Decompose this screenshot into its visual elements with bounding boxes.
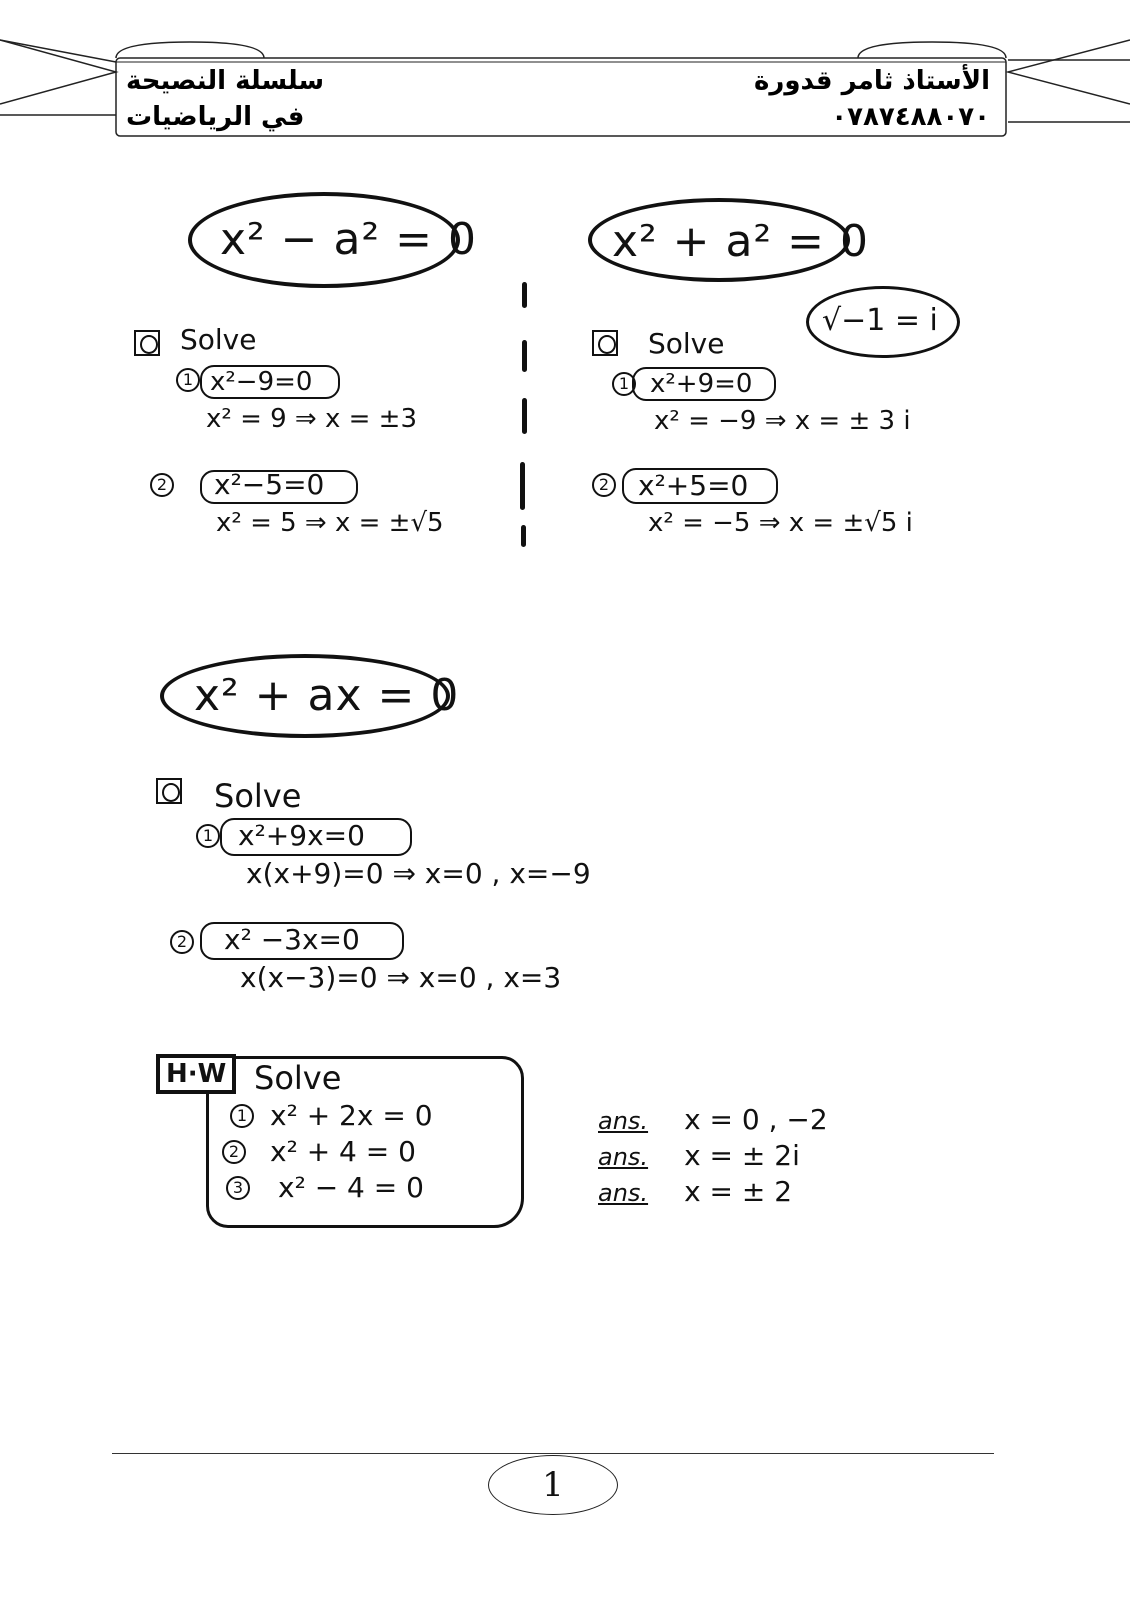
section2-prompt: Solve [648,327,725,360]
item-number: 2 [592,473,616,497]
section3-p1-eq: x²+9x=0 [238,819,365,852]
subject-title: في الرياضيات [126,102,305,132]
item-number: 1 [612,372,636,396]
section2-p2-sol: x² = −5 ⇒ x = ±√5 i [648,508,913,538]
section1-prompt: Solve [180,323,257,356]
item-number: 1 [196,824,220,848]
section1-p2-eq: x²−5=0 [214,468,325,501]
section1-p2-sol: x² = 5 ⇒ x = ±√5 [216,508,444,538]
question-icon [134,330,160,356]
section2-p1-eq: x²+9=0 [650,369,753,399]
item-number: 2 [222,1140,246,1164]
item-number: 3 [226,1176,250,1200]
homework-item: x² − 4 = 0 [278,1171,424,1204]
section3-p1-sol: x(x+9)=0 ⇒ x=0 , x=−9 [246,857,591,890]
divider-dash [522,340,527,372]
item-number: 2 [150,473,174,497]
item-number: 2 [170,930,194,954]
section1-heading: x² − a² = 0 [220,214,477,265]
item-number: 1 [176,368,200,392]
answer-value: x = ± 2i [684,1139,800,1172]
section1-p1-eq: x²−9=0 [210,367,313,397]
question-icon [156,778,182,804]
question-icon [592,330,618,356]
item-number: 1 [230,1104,254,1128]
homework-item: x² + 4 = 0 [270,1135,416,1168]
homework-answer [598,1139,800,1172]
section2-note: √−1 = i [822,303,938,338]
homework-item: x² + 2x = 0 [270,1099,433,1132]
section3-p2-eq: x² −3x=0 [224,923,360,956]
homework-prompt: Solve [254,1059,342,1097]
answer-value: x = ± 2 [684,1175,793,1208]
divider-dash [522,398,527,434]
section2-p1-sol: x² = −9 ⇒ x = ± 3 i [654,406,911,436]
teacher-name: الأستاذ ثامر قدورة [754,66,990,96]
answer-value: x = 0 , −2 [684,1103,828,1136]
answer-label: ans. [598,1143,649,1171]
homework-tag: H·W [156,1054,236,1094]
page-number: 1 [488,1455,618,1515]
section1-p1-sol: x² = 9 ⇒ x = ±3 [206,404,418,434]
section3-p2-sol: x(x−3)=0 ⇒ x=0 , x=3 [240,961,562,994]
footer-rule [112,1453,994,1454]
teacher-phone: ٠٧٨٧٤٨٨٠٧٠ [831,102,990,132]
section3-heading: x² + ax = 0 [194,670,460,721]
divider-dash [521,525,526,547]
answer-label: ans. [598,1107,649,1135]
divider-dash [520,462,525,510]
divider-dash [522,282,527,308]
homework-answer [598,1175,793,1208]
section3-prompt: Solve [214,777,302,815]
section2-heading: x² + a² = 0 [612,216,869,267]
series-title: سلسلة النصيحة [126,66,325,96]
section2-p2-eq: x²+5=0 [638,469,749,502]
answer-label: ans. [598,1179,649,1207]
homework-answer [598,1103,828,1136]
